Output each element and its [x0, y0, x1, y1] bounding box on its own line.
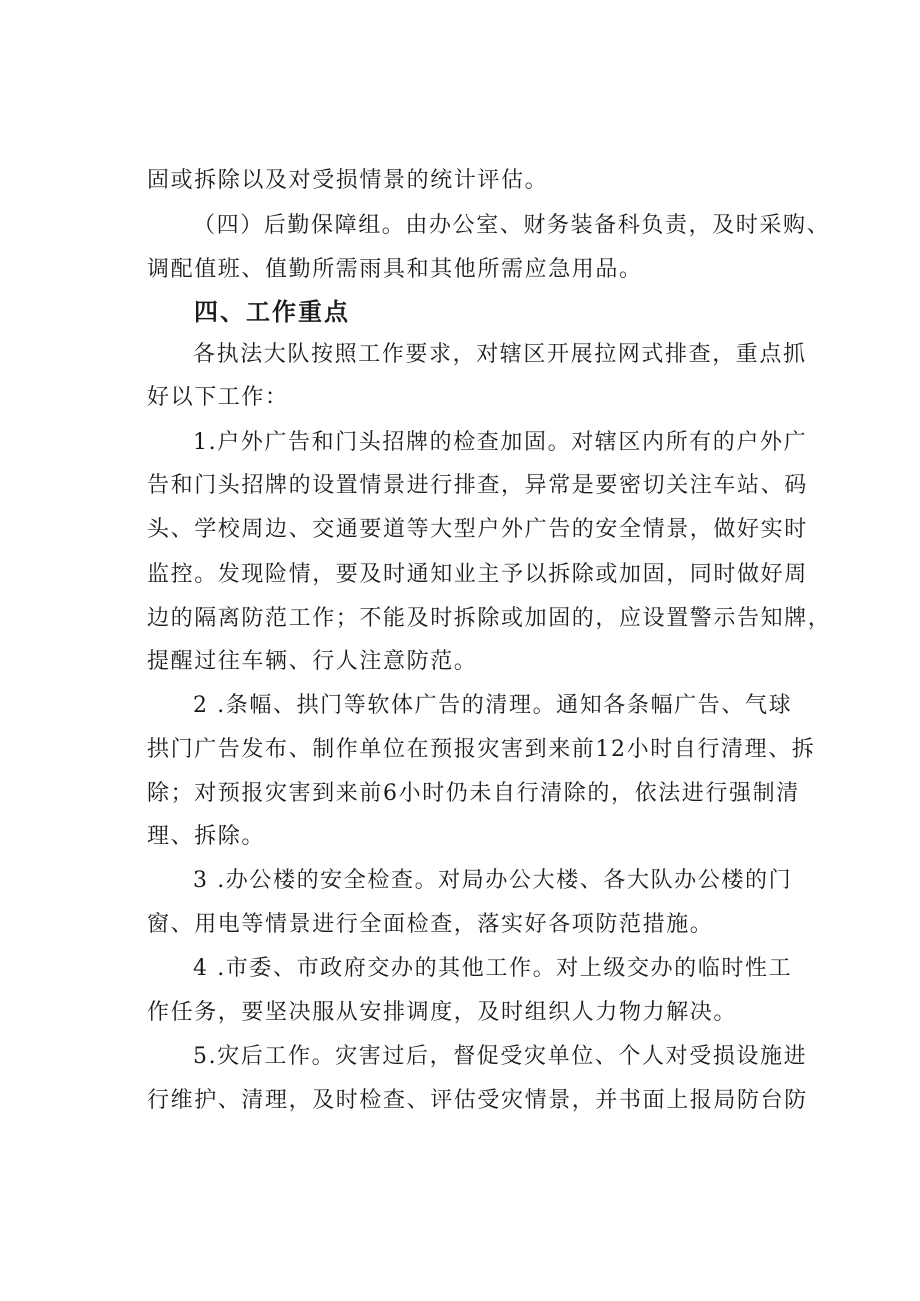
text-line: 理、拆除。 — [147, 824, 266, 849]
text-line: 除；对预报灾害到来前6小时仍未自行清除的，依法进行强制清 — [147, 781, 800, 806]
section-heading: 四、工作重点 — [194, 298, 350, 326]
text-line: 调配值班、值勤所需雨具和其他所需应急用品。 — [147, 257, 643, 282]
text-line: 行维护、清理，及时检查、评估受灾情景，并书面上报局防台防 — [147, 1088, 808, 1113]
text-line: 头、学校周边、交通要道等大型户外广告的安全情景，做好实时 — [147, 517, 808, 542]
text-line: 窗、用电等情景进行全面检查，落实好各项防范措施。 — [147, 912, 714, 937]
text-line: 3 .办公楼的安全检查。对局办公大楼、各大队办公楼的门 — [193, 868, 793, 893]
text-line: 固或拆除以及对受损情景的统计评估。 — [147, 168, 549, 193]
text-line: 边的隔离防范工作；不能及时拆除或加固的，应设置警示告知牌， — [147, 606, 832, 631]
text-line: （四）后勤保障组。由办公室、财务装备科负责，及时采购、 — [193, 213, 831, 238]
text-line: 告和门头招牌的设置情景进行排查，异常是要密切关注车站、码 — [147, 473, 808, 498]
text-line: 各执法大队按照工作要求，对辖区开展拉网式排查，重点抓 — [193, 342, 807, 367]
text-line: 好以下工作： — [147, 385, 289, 410]
text-line: 4 .市委、市政府交办的其他工作。对上级交办的临时性工 — [193, 956, 793, 981]
text-line: 提醒过往车辆、行人注意防范。 — [147, 649, 478, 674]
text-line: 2 .条幅、拱门等软体广告的清理。通知各条幅广告、气球 — [193, 693, 793, 718]
text-line: 1.户外广告和门头招牌的检查加固。对辖区内所有的户外广 — [193, 430, 808, 455]
text-line: 5.灾后工作。灾害过后，督促受灾单位、个人对受损设施进 — [193, 1044, 808, 1069]
text-line: 监控。发现险情，要及时通知业主予以拆除或加固，同时做好周 — [147, 562, 808, 587]
text-line: 作任务，要坚决服从安排调度，及时组织人力物力解决。 — [147, 1000, 738, 1025]
text-line: 拱门广告发布、制作单位在预报灾害到来前12小时自行清理、拆 — [147, 737, 816, 762]
